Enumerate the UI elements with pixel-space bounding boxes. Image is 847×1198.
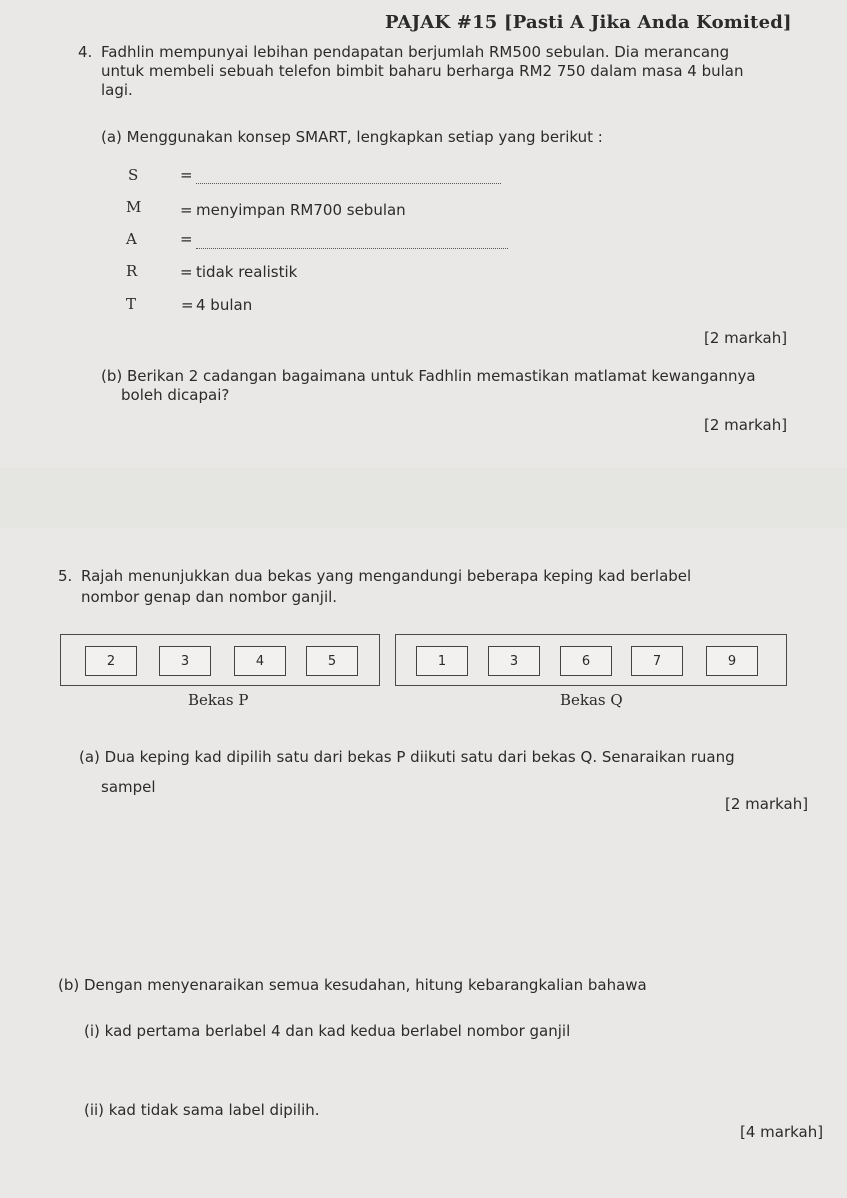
smart-value-t: 4 bulan — [196, 296, 253, 314]
q5b-i: (i) kad pertama berlabel 4 dan kad kedua berlabel nombor ganjil — [84, 1022, 571, 1040]
q4b-marks: [2 markah] — [704, 416, 788, 434]
card: 4 — [234, 646, 286, 676]
card: 7 — [631, 646, 683, 676]
container-p — [60, 634, 380, 686]
card: 2 — [85, 646, 137, 676]
card: 3 — [488, 646, 540, 676]
q5-text-line-1: Rajah menunjukkan dua bekas yang mengandungi beberapa keping kad berlabel — [81, 567, 692, 585]
q5-number: 5. — [58, 567, 73, 585]
smart-letter-r: R — [126, 262, 138, 280]
q4a-prompt: (a) Menggunakan konsep SMART, lengkapkan setiap yang berikut : — [101, 128, 603, 146]
q4-number: 4. — [78, 43, 93, 61]
smart-letter-m: M — [126, 198, 142, 216]
q4-text-line-1: Fadhlin mempunyai lebihan pendapatan berjumlah RM500 sebulan. Dia merancang — [101, 43, 730, 61]
container-p-label: Bekas P — [188, 691, 249, 709]
answer-line-s[interactable] — [196, 183, 501, 184]
card: 3 — [159, 646, 211, 676]
q4-text-line-3: lagi. — [101, 81, 133, 99]
smart-value-r: tidak realistik — [196, 263, 298, 281]
q5-text-line-2: nombor genap dan nombor ganjil. — [81, 588, 338, 606]
smart-eq-m: = — [180, 201, 193, 219]
smart-eq-t: = — [181, 296, 194, 314]
smart-eq-s: = — [180, 166, 193, 184]
smart-eq-a: = — [180, 230, 193, 248]
page-title: PAJAK #15 [Pasti A Jika Anda Komited] — [385, 12, 792, 33]
q5a-line-1: (a) Dua keping kad dipilih satu dari bekas P diikuti satu dari bekas Q. Senaraikan ruang — [79, 748, 735, 766]
answer-line-a[interactable] — [196, 248, 508, 249]
q4b-line-2: boleh dicapai? — [121, 386, 230, 404]
q5b-ii: (ii) kad tidak sama label dipilih. — [84, 1101, 320, 1119]
q5a-marks: [2 markah] — [725, 795, 809, 813]
container-q-label: Bekas Q — [560, 691, 623, 709]
smart-letter-a: A — [126, 230, 137, 248]
smart-eq-r: = — [180, 263, 193, 281]
card: 6 — [560, 646, 612, 676]
answer-area[interactable] — [0, 468, 847, 528]
container-q — [395, 634, 787, 686]
smart-letter-t: T — [126, 295, 137, 313]
card: 9 — [706, 646, 758, 676]
q4b-line-1: (b) Berikan 2 cadangan bagaimana untuk Fadhlin memastikan matlamat kewangannya — [101, 367, 756, 385]
q5b-prompt: (b) Dengan menyenaraikan semua kesudahan, hitung kebarangkalian bahawa — [58, 976, 647, 994]
q4a-marks: [2 markah] — [704, 329, 788, 347]
smart-value-m: menyimpan RM700 sebulan — [196, 201, 406, 219]
q5b-marks: [4 markah] — [740, 1123, 824, 1141]
smart-letter-s: S — [128, 166, 139, 184]
card: 1 — [416, 646, 468, 676]
q5a-line-2: sampel — [101, 778, 156, 796]
card: 5 — [306, 646, 358, 676]
q4-text-line-2: untuk membeli sebuah telefon bimbit baharu berharga RM2 750 dalam masa 4 bulan — [101, 62, 744, 80]
